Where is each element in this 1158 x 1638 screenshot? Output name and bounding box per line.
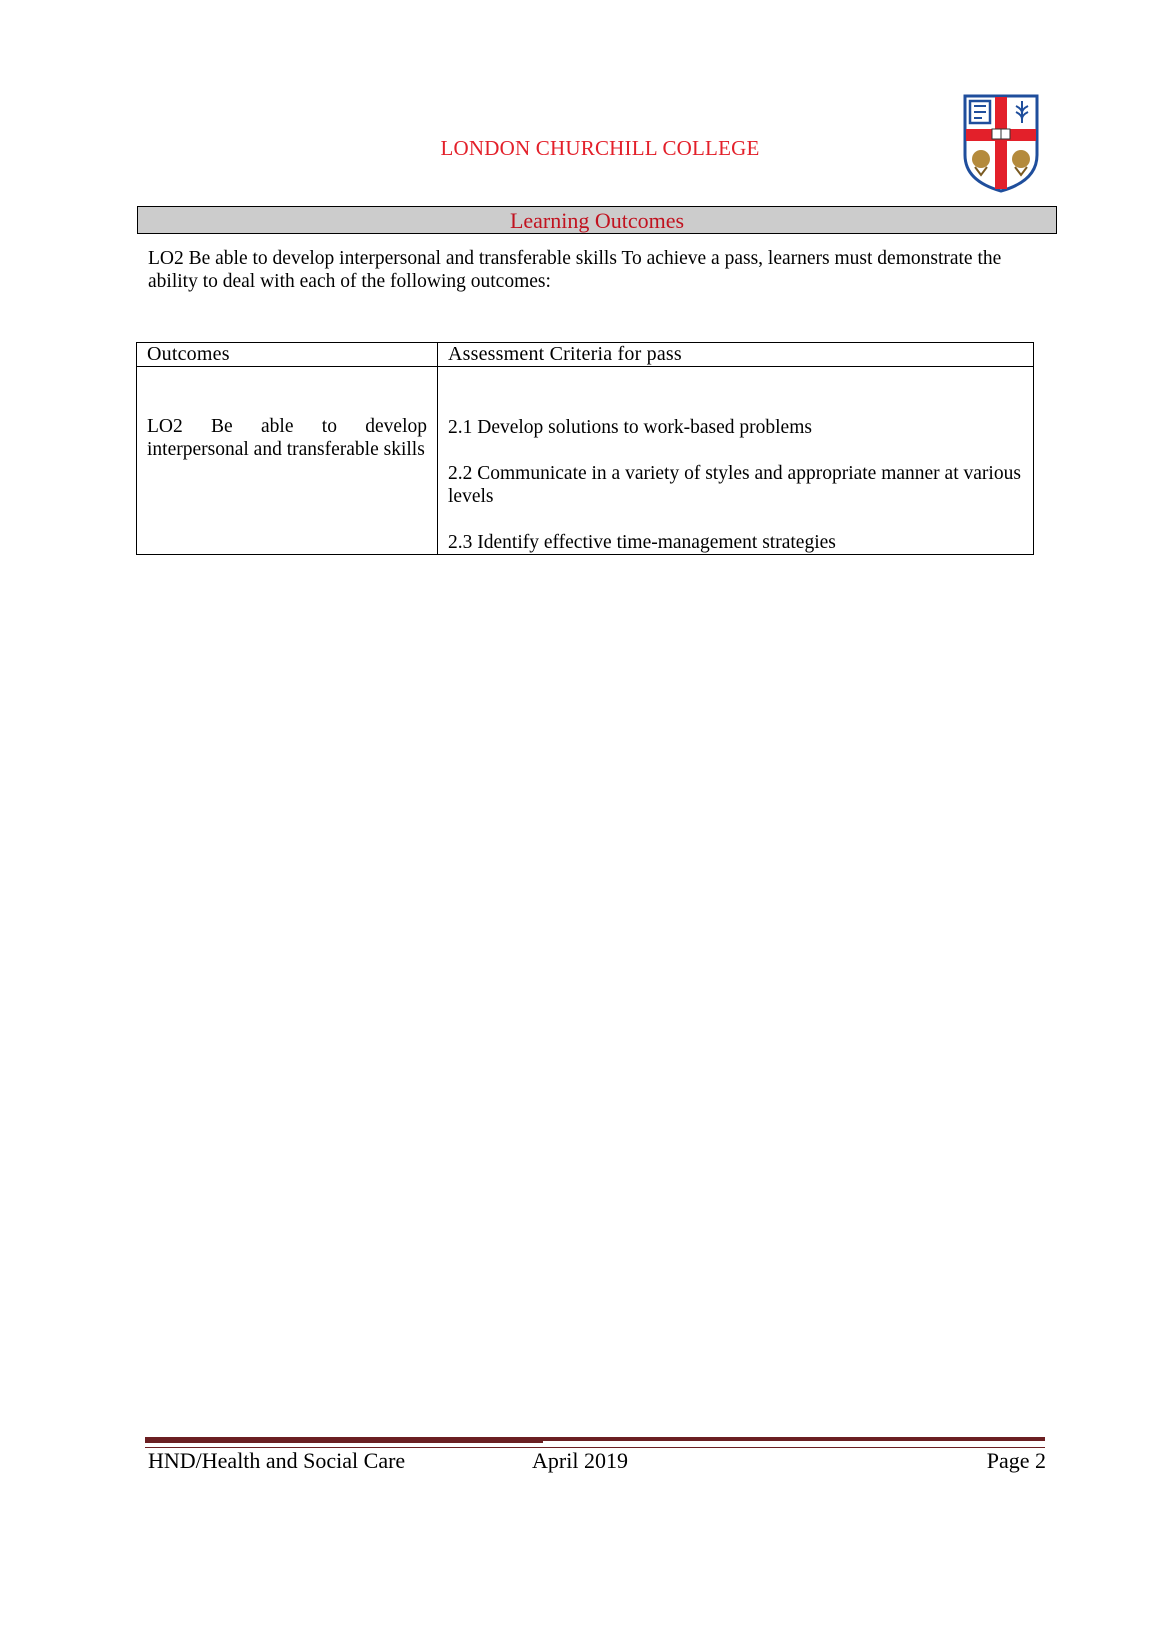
- criteria-column-header: Assessment Criteria for pass: [438, 343, 1034, 367]
- criterion-item: 2.2 Communicate in a variety of styles and appropriate manner at various levels: [448, 463, 1021, 507]
- footer-page-number: Page 2: [986, 1448, 1046, 1473]
- college-name: LONDON CHURCHILL COLLEGE: [440, 136, 760, 160]
- outcome-text: LO2 Be able to develop interpersonal and transferable skills: [147, 416, 427, 460]
- outcomes-table: [136, 342, 1034, 555]
- criterion-item: 2.1 Develop solutions to work-based problems: [448, 417, 812, 438]
- college-crest-icon: [962, 93, 1040, 193]
- footer-divider-accent: [145, 1441, 543, 1443]
- intro-paragraph: LO2 Be able to develop interpersonal and transferable skills To achieve a pass, learners must demonstrate the ability to deal with each of the following outcomes:: [148, 248, 1002, 292]
- table-row: [137, 367, 1034, 555]
- outcomes-column-header: Outcomes: [137, 343, 438, 367]
- footer-course: HND/Health and Social Care: [148, 1448, 406, 1473]
- outcome-cell: [137, 367, 438, 555]
- learning-outcomes-heading: Learning Outcomes: [137, 206, 1057, 234]
- table-header-row: [137, 343, 1034, 367]
- criteria-cell: [438, 367, 1034, 555]
- criterion-item: 2.3 Identify effective time-management strategies: [448, 532, 836, 553]
- footer-date: April 2019: [532, 1448, 628, 1473]
- criteria-list: [448, 416, 1023, 554]
